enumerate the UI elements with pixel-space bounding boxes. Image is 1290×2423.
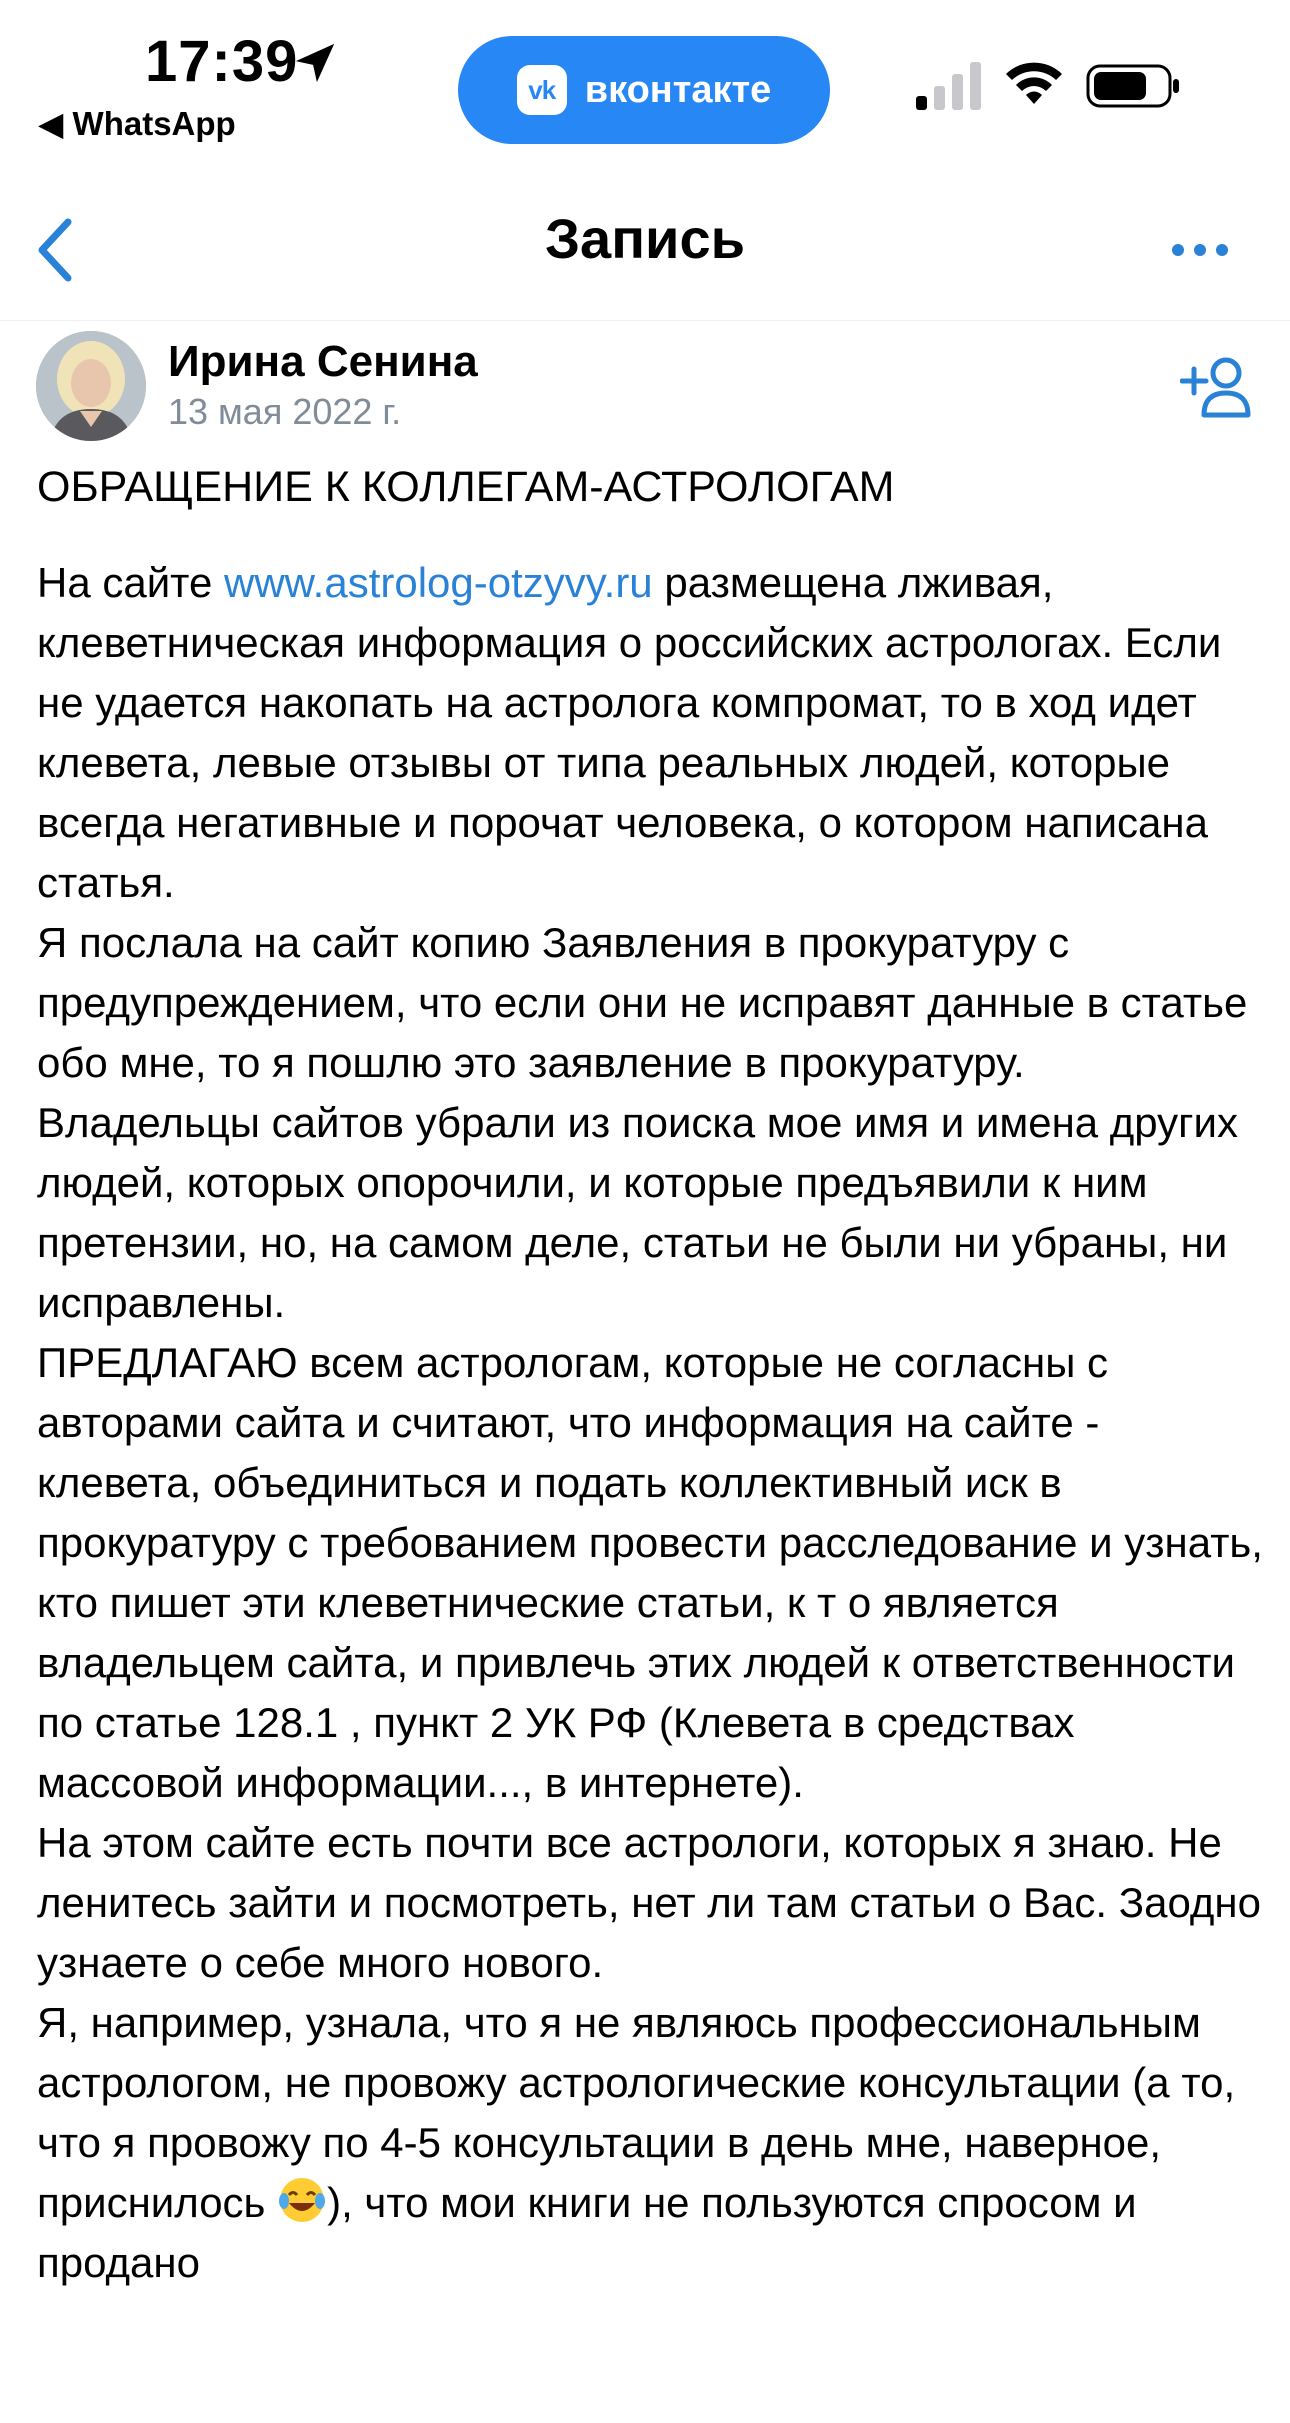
laughing-tears-emoji-icon <box>277 2175 327 2225</box>
page-title: Запись <box>544 207 746 270</box>
add-friend-icon[interactable] <box>1180 355 1256 419</box>
post-date: 13 мая 2022 г. <box>168 391 402 432</box>
post-paragraph: На сайте www.astrolog-otzyvy.ru размещена лживая, клеветническая информация о российских астрологах. Если не удается накопать на астролога компромат, то в ход идет клевета, левые отзывы от типа реальных людей, которые всегда негативные и порочат человека, о котором написана статья. <box>37 559 1222 906</box>
signal-icon <box>916 62 982 110</box>
status-time: 17:39 <box>145 29 299 94</box>
post-heading: ОБРАЩЕНИЕ К КОЛЛЕГАМ-АСТРОЛОГАМ <box>37 463 895 511</box>
site-link[interactable]: www.astrolog-otzyvy.ru <box>223 559 653 606</box>
post-body <box>37 553 1272 2293</box>
navigation-bar <box>0 180 1290 320</box>
post-paragraph: Владельцы сайтов убрали из поиска мое имя и имена других людей, которых опорочили, и которые предъявили к ним претензии, но, на самом деле, статьи не были ни убраны, ни исправлены. <box>37 1099 1238 1326</box>
back-to-whatsapp[interactable]: ◀ WhatsApp <box>38 105 236 142</box>
post-paragraph: ПРЕДЛАГАЮ всем астрологам, которые не согласны с авторами сайта и считают, что информация на сайте - клевета, объединиться и подать коллективный иск в прокуратуру с требованием провести расследование и узнать, кто пишет эти клеветнические статьи, к т о является владельцем сайта, и привлечь этих людей к ответственности по статье 128.1 , пункт 2 УК РФ (Клевета в средствах массовой информации..., в интернете). <box>37 1339 1263 1806</box>
post-paragraph: На этом сайте есть почти все астрологи, которых я знаю. Не ленитесь зайти и посмотреть, нет ли там статьи о Вас. Заодно узнаете о себе много нового. <box>37 1819 1261 1986</box>
post <box>0 320 1290 2286</box>
more-dots-icon[interactable] <box>1170 230 1230 270</box>
vk-logo-icon: vk <box>517 65 567 115</box>
battery-icon <box>1086 64 1180 108</box>
post-paragraph: Я послала на сайт копию Заявления в прокуратуру с предупреждением, что если они не исправят данные в статье обо мне, то я пошлю это заявление в прокуратуру. <box>37 919 1248 1086</box>
post-paragraph: Я, например, узнала, что я не являюсь профессиональным астрологом, не провожу астрологические консультации (а то, что я провожу по 4-5 консультации в день мне, наверное, приснилось ), что мои книги не пользуются спросом и продано <box>37 1999 1236 2286</box>
location-arrow-icon <box>292 40 338 86</box>
avatar-photo <box>36 331 146 441</box>
vk-pill-label: вконтакте <box>584 68 772 111</box>
vk-app-pill[interactable] <box>458 36 830 144</box>
status-bar <box>0 0 1290 150</box>
author-name[interactable]: Ирина Сенина <box>168 337 478 386</box>
wifi-icon <box>1004 60 1064 106</box>
avatar[interactable] <box>36 331 146 441</box>
